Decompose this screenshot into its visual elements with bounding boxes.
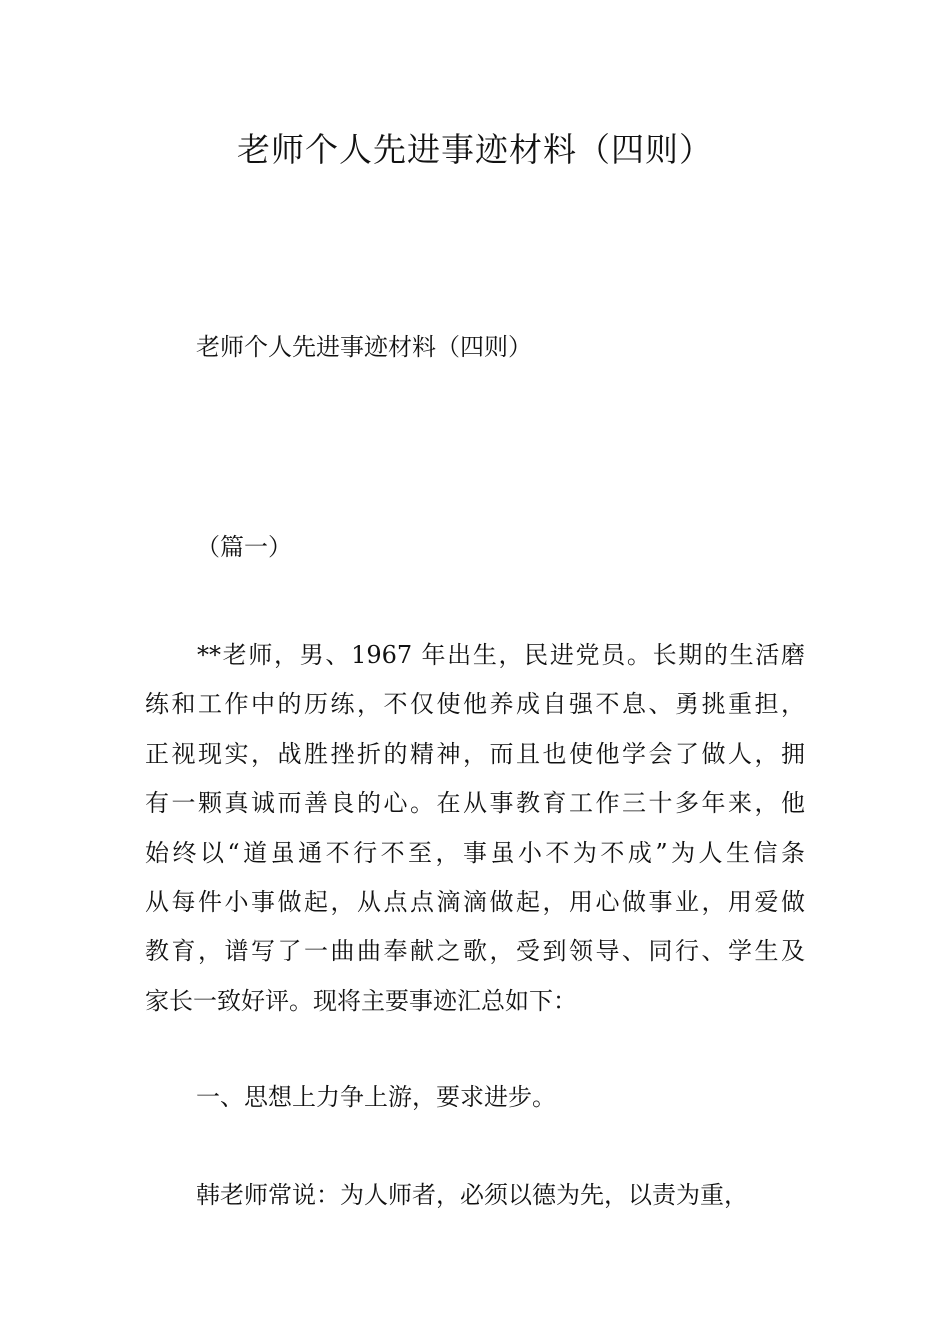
paragraph-start: 韩老师常说：为人师者，必须以德为先，以责为重， bbox=[196, 1181, 748, 1209]
paragraph-line: 从每件小事做起，从点点滴滴做起，用心做事业，用爱做 bbox=[145, 888, 805, 917]
paragraph-line: 教育，谱写了一曲曲奉献之歌，受到领导、同行、学生及 bbox=[145, 937, 805, 966]
paragraph-line: 练和工作中的历练，不仅使他养成自强不息、勇挑重担， bbox=[145, 690, 805, 719]
paragraph-line: 有一颗真诚而善良的心。在从事教育工作三十多年来，他 bbox=[145, 789, 805, 818]
paragraph-line: 正视现实，战胜挫折的精神，而且也使他学会了做人，拥 bbox=[145, 739, 805, 768]
intro-paragraph bbox=[145, 631, 805, 1026]
document-title: 老师个人先进事迹材料（四则） bbox=[237, 130, 713, 169]
document-subtitle: 老师个人先进事迹材料（四则） bbox=[196, 333, 532, 361]
paragraph-line: 家长一致好评。现将主要事迹汇总如下： bbox=[145, 986, 577, 1015]
section-heading: 一、思想上力争上游，要求进步。 bbox=[196, 1083, 556, 1111]
section-label: （篇一） bbox=[196, 533, 292, 561]
paragraph-line: 始终以“道虽通不行不至，事虽小不为不成”为人生信条 bbox=[145, 838, 805, 867]
paragraph-line: **老师，男、1967 年出生，民进党员。长期的生活磨 bbox=[197, 641, 805, 669]
